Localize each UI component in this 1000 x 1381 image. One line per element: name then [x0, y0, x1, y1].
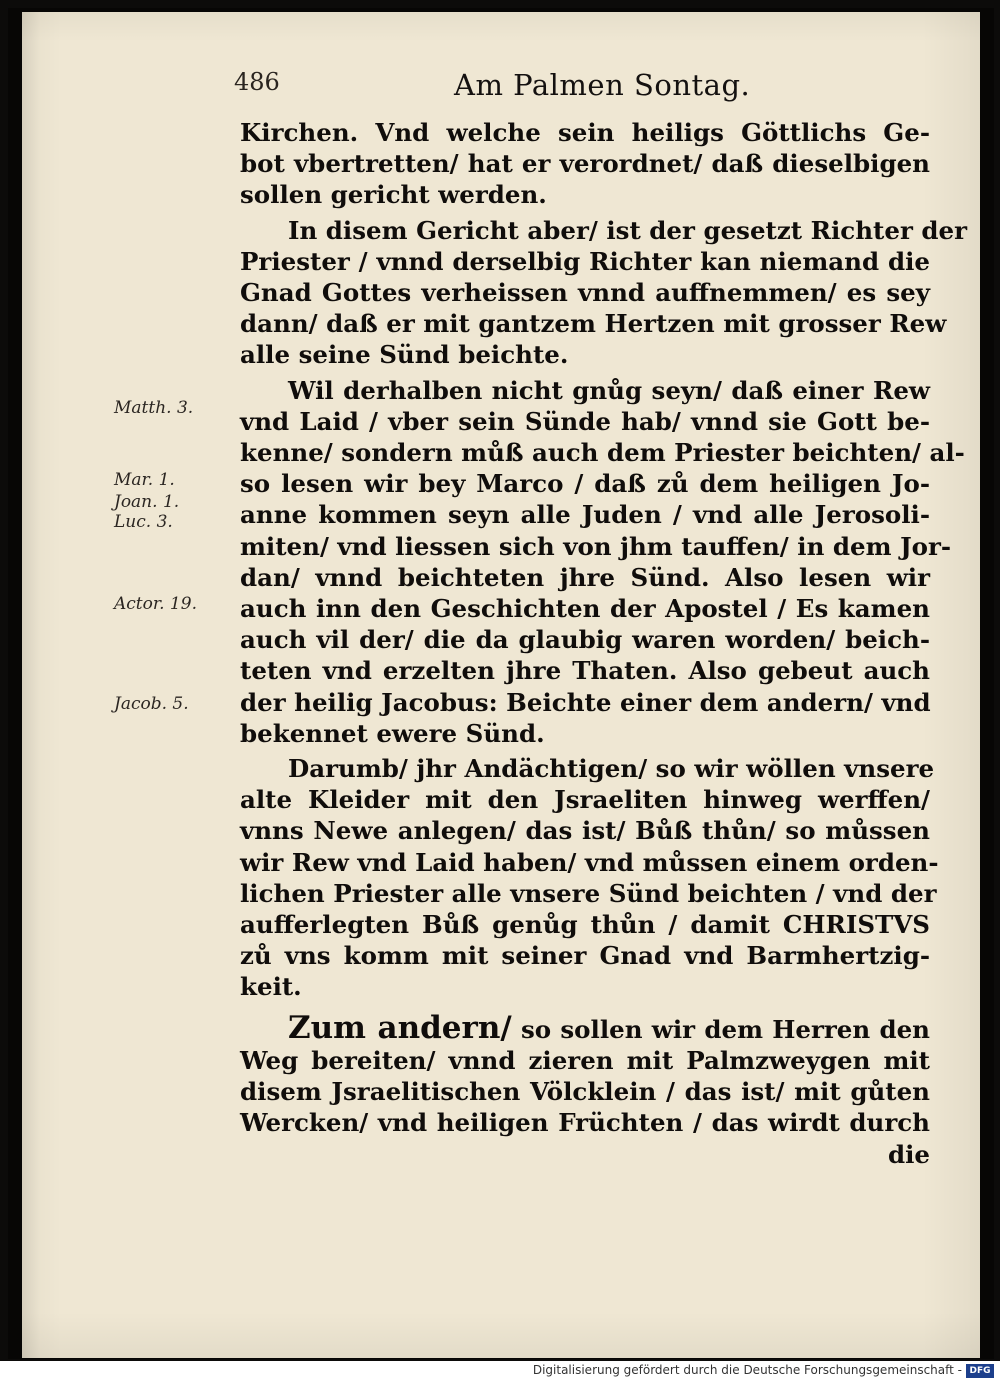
text-line: bot vbertretten/ hat er verordnet/ daß dieselbigen — [240, 149, 930, 179]
text-line: lichen Priester alle vnsere Sünd beichten / vnd der — [240, 878, 937, 908]
text-line: Priester / vnnd derselbig Richter kan niemand die — [240, 246, 930, 276]
text-line: alte Kleider mit den Jsraeliten hinweg werffen/ — [240, 785, 930, 815]
page-number: 486 — [234, 68, 280, 96]
text-line: der heilig Jacobus: Beichte einer dem andern/ vnd — [240, 687, 931, 717]
margin-note-actor: Actor. 19. — [114, 594, 197, 614]
text-line-rest: so sollen wir dem Herren den — [511, 1014, 930, 1044]
text-line: Kirchen. Vnd welche sein heiligs Göttlichs Ge- — [240, 118, 930, 147]
text-line: dann/ daß er mit gantzem Hertzen mit grosser Rew — [240, 309, 947, 339]
text-line: vnd Laid / vber sein Sünde hab/ vnnd sie Gott be- — [240, 406, 930, 436]
margin-note-luc: Luc. 3. — [114, 512, 173, 532]
paragraph-2 — [240, 215, 968, 371]
running-title: Am Palmen Sontag. — [454, 68, 751, 102]
text-line: aufferlegten Bůß genůg thůn / damit CHRISTVS — [240, 910, 930, 940]
book-page — [22, 12, 980, 1358]
text-line: Gnad Gottes verheissen vnnd auffnemmen/ es sey — [240, 278, 930, 308]
text-line: teten vnd erzelten jhre Thaten. Also gebeut auch — [240, 656, 930, 686]
text-line: zů vns komm mit seiner Gnad vnd Barmhertzig- — [240, 941, 930, 971]
text-line: miten/ vnd liessen sich von jhm tauffen/ in dem Jor- — [240, 531, 952, 561]
text-line — [240, 1009, 930, 1046]
paragraph-4 — [240, 753, 939, 1003]
paragraph-1 — [240, 117, 930, 211]
margin-note-mar: Mar. 1. — [114, 470, 175, 490]
margin-note-joan: Joan. 1. — [114, 492, 180, 512]
text-line: disem Jsraelitischen Völcklein / das ist/ mit gůten — [240, 1077, 930, 1107]
text-line: wir Rew vnd Laid haben/ vnd můssen einem orden- — [240, 847, 939, 877]
text-line: bekennet ewere Sünd. — [240, 718, 545, 748]
paragraph-3 — [240, 375, 965, 749]
text-line: so lesen wir bey Marco / daß zů dem heiligen Jo- — [240, 469, 930, 499]
catchword: die — [887, 1139, 930, 1169]
text-line: Darumb/ jhr Andächtigen/ so wir wöllen vnsere — [288, 754, 935, 784]
text-line: auch inn den Geschichten der Apostel / Es kamen — [240, 594, 930, 624]
margin-note-jacob: Jacob. 5. — [114, 694, 189, 714]
text-line: Weg bereiten/ vnnd zieren mit Palmzweygen mit — [240, 1045, 930, 1075]
text-line: Wercken/ vnd heiligen Früchten / das wirdt durch — [240, 1108, 930, 1138]
funding-credit: Digitalisierung gefördert durch die Deutsche Forschungsgemeinschaft - — [532, 1363, 962, 1377]
body-text — [240, 117, 968, 1174]
text-line: keit. — [240, 972, 302, 1002]
text-line: auch vil der/ die da glaubig waren worden/ beich- — [240, 625, 930, 655]
text-line: Wil derhalben nicht gnůg seyn/ daß einer Rew — [288, 375, 930, 405]
section-opening-words: Zum andern/ — [288, 1009, 512, 1046]
text-line: dan/ vnnd beichteten jhre Sünd. Also lesen wir — [240, 562, 930, 592]
paragraph-5 — [240, 1009, 930, 1170]
margin-note-matth: Matth. 3. — [114, 398, 194, 418]
dfg-logo-icon: DFG — [966, 1364, 994, 1378]
text-line: alle seine Sünd beichte. — [240, 340, 569, 370]
footer-bar — [0, 1361, 1000, 1381]
text-line: anne kommen seyn alle Juden / vnd alle Jerosoli- — [240, 500, 930, 530]
text-line: In disem Gericht aber/ ist der gesetzt Richter der — [288, 215, 968, 245]
text-line: vnns Newe anlegen/ das ist/ Bůß thůn/ so můssen — [240, 816, 930, 846]
text-line: sollen gericht werden. — [240, 180, 547, 210]
running-head — [22, 68, 980, 108]
text-line: kenne/ sondern můß auch dem Priester beichten/ al- — [240, 438, 965, 468]
